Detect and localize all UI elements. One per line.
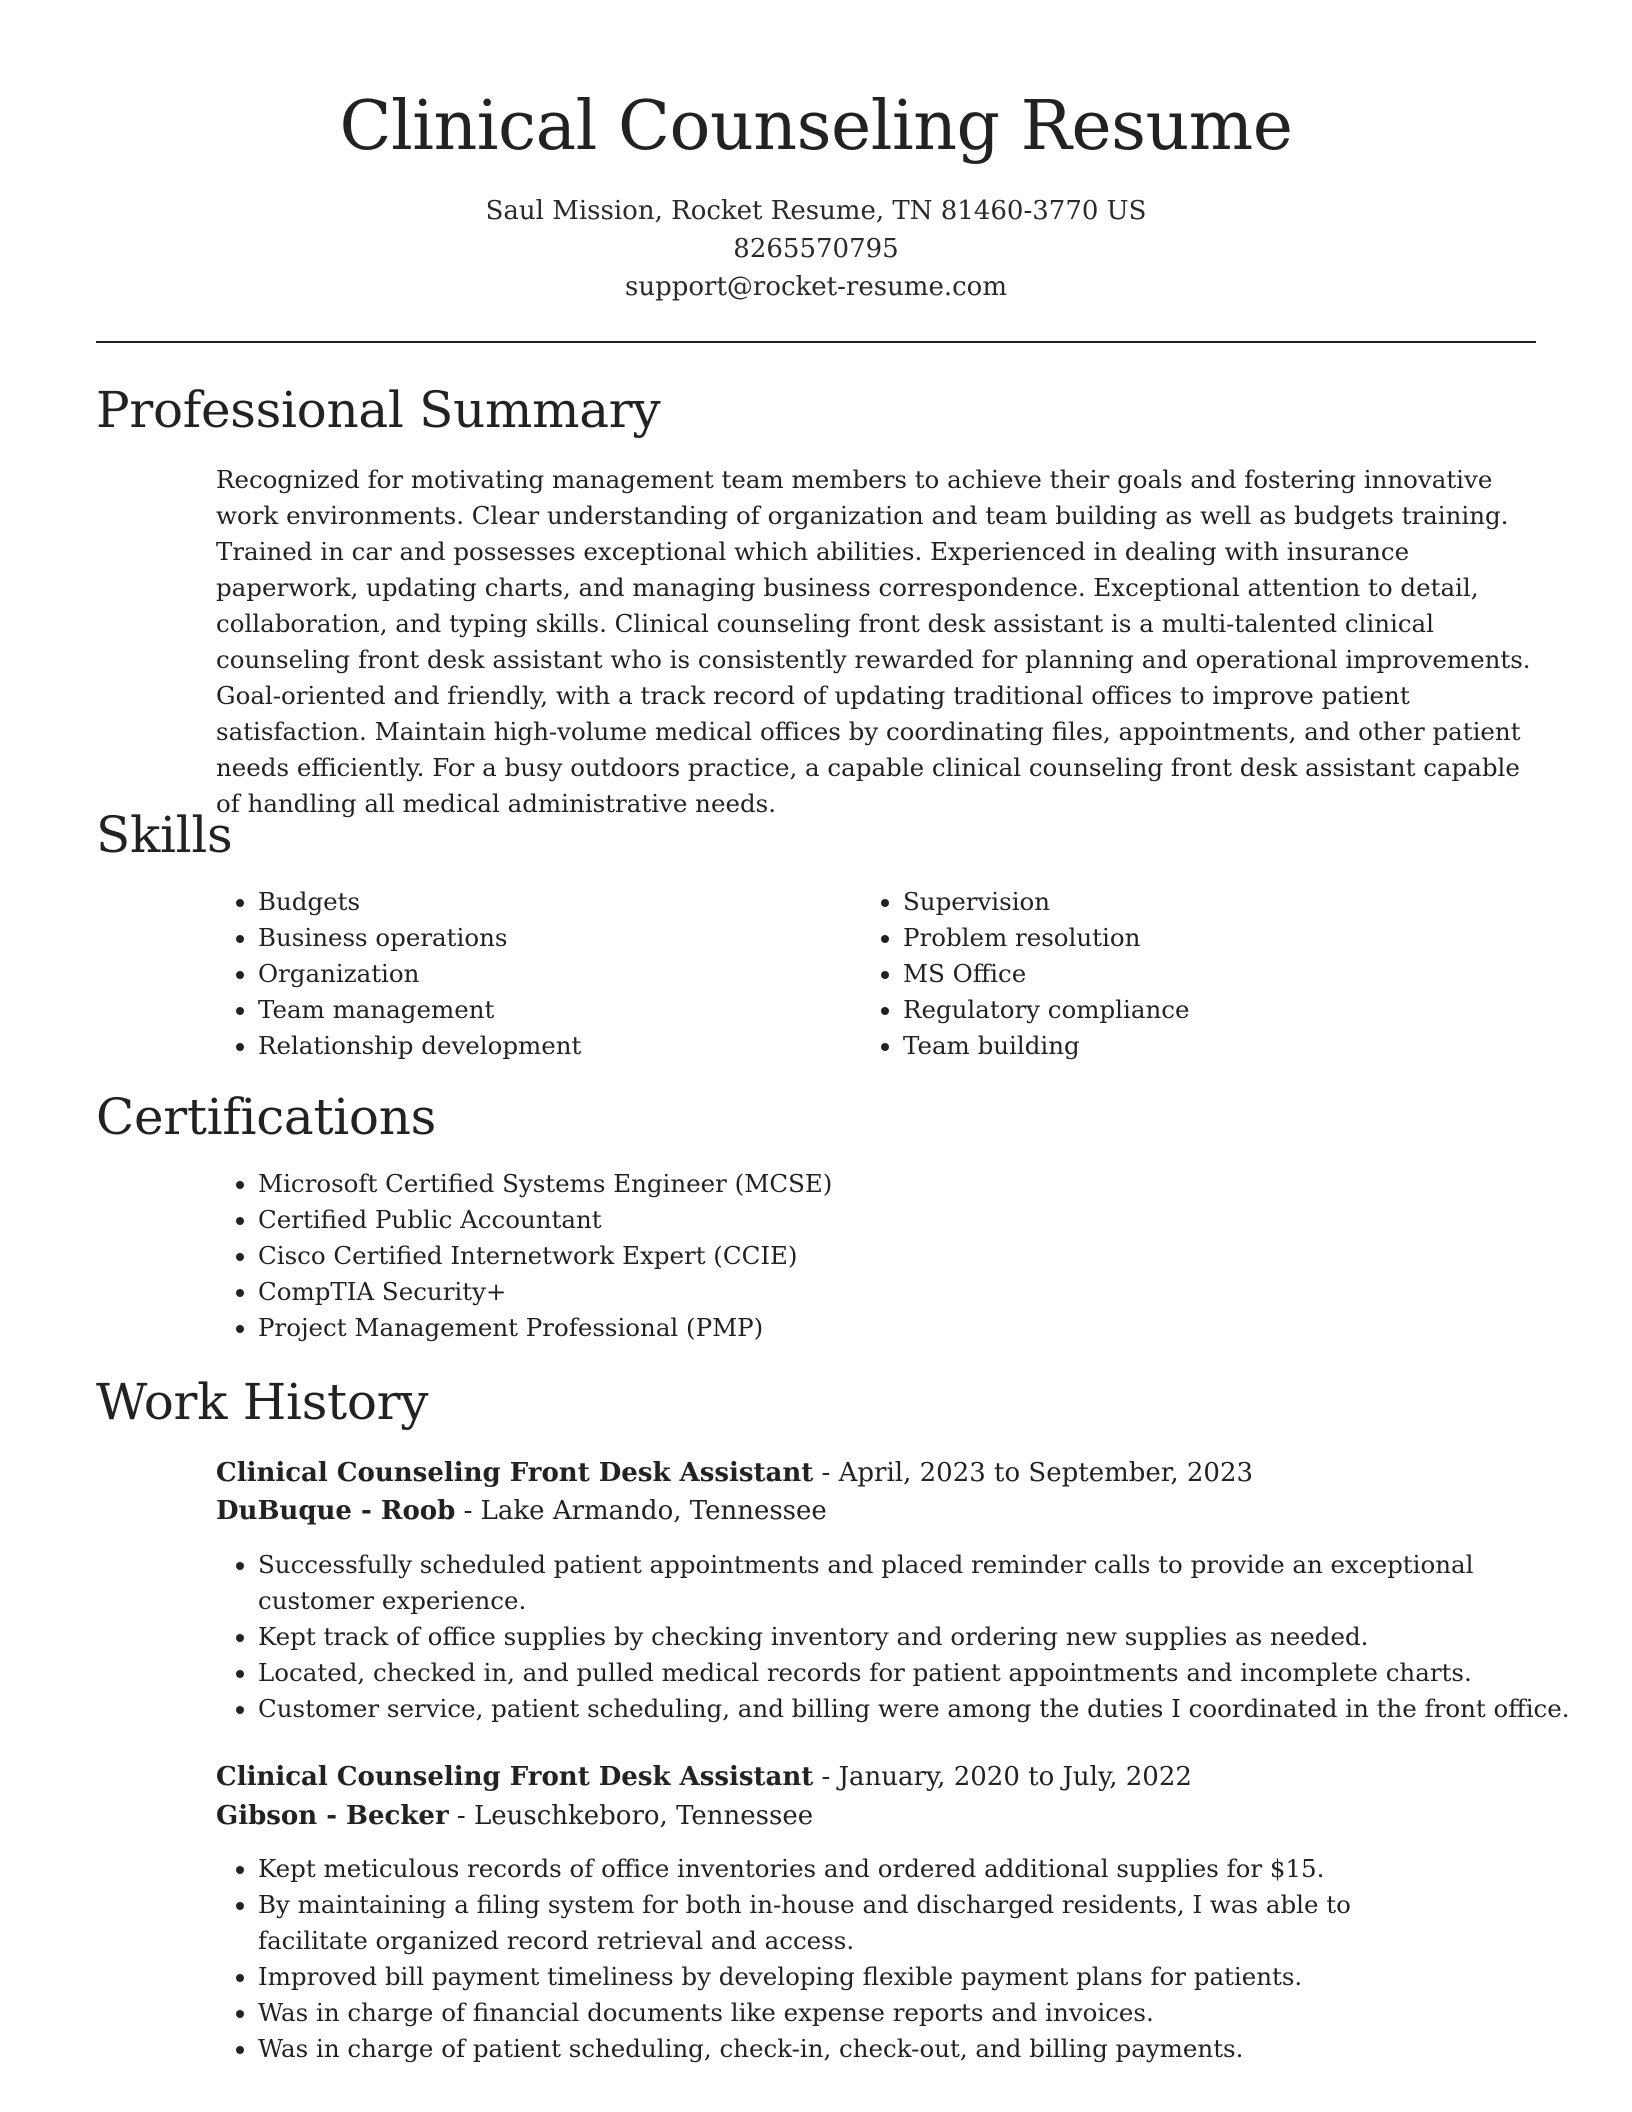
contact-email: support@rocket-resume.com [624,272,1007,302]
list-item: • CompTIA Security+ [258,1274,1558,1310]
job-dates: - January, 2020 to July, 2022 [813,1762,1192,1792]
list-item: • Successfully scheduled patient appointments and placed reminder calls to provide an exceptional customer experience. [258,1547,1580,1619]
list-item: • Budgets [258,884,838,920]
list-item: • MS Office [903,956,1543,992]
list-item: • Located, checked in, and pulled medical records for patient appointments and incomplete charts. [258,1655,1580,1691]
list-item: • Was in charge of patient scheduling, check-in, check-out, and billing payments. [258,2031,1458,2067]
list-item: • Regulatory compliance [903,992,1543,1028]
job-location: - Lake Armando, Tennessee [455,1496,827,1526]
contact-address: Saul Mission, Rocket Resume, TN 81460-3770 US [485,196,1147,226]
list-item: • Project Management Professional (PMP) [258,1310,1558,1346]
resume-header [96,84,1536,306]
certifications-list [214,1166,1558,1346]
list-item: • Organization [258,956,838,992]
summary-text: Recognized for motivating management team members to achieve their goals and fostering innovative work environments. Clear understanding of organization and team building as well as budgets training. Trained in car and possesses exceptional which abilities. Experienced in dealing with insurance paperwork, updating charts, and managing business correspondence. Exceptional attention to detail, collaboration, and typing skills. Clinical counseling front desk assistant is a multi-talented clinical counseling front desk assistant who is consistently rewarded for planning and operational improvements. Goal-oriented and friendly, with a track record of updating traditional offices to improve patient satisfaction. Maintain high-volume medical offices by coordinating files, appointments, and other patient needs efficiently. For a busy outdoors practice, a capable clinical counseling front desk assistant capable of handling all medical administrative needs. [216,465,1531,818]
skills-list-left [214,884,838,1064]
list-item: • Relationship development [258,1028,838,1064]
list-item: • Business operations [258,920,838,956]
job-company: DuBuque - Roob [216,1496,456,1526]
list-item: • Team building [903,1028,1543,1064]
certifications-heading: Certifications [96,1088,436,1146]
job-bullets [214,1851,1458,2067]
list-item: • Kept meticulous records of office inventories and ordered additional supplies for $15. [258,1851,1458,1887]
job-bullets [214,1547,1580,1727]
job-company-line [216,1492,827,1530]
summary-heading: Professional Summary [96,381,661,439]
list-item: • Certified Public Accountant [258,1202,1558,1238]
list-item: • Microsoft Certified Systems Engineer (MCSE) [258,1166,1558,1202]
list-item: • Kept track of office supplies by checking inventory and ordering new supplies as needed. [258,1619,1580,1655]
list-item: • Team management [258,992,838,1028]
resume-title: Clinical Counseling Resume [339,87,1293,166]
work-history-heading: Work History [96,1373,429,1431]
job-title: Clinical Counseling Front Desk Assistant [216,1458,814,1488]
list-item: • Supervision [903,884,1543,920]
job-title: Clinical Counseling Front Desk Assistant [216,1762,814,1792]
job-dates: - April, 2023 to September, 2023 [813,1458,1254,1488]
job-location: - Leuschkeboro, Tennessee [448,1801,814,1831]
header-divider [96,341,1536,343]
skills-list-right [859,884,1543,1064]
contact-phone: 8265570795 [733,234,899,264]
skills-heading: Skills [96,806,233,864]
list-item: • Customer service, patient scheduling, and billing were among the duties I coordinated in the front office. [258,1691,1580,1727]
list-item: • Problem resolution [903,920,1543,956]
list-item: • Improved bill payment timeliness by developing flexible payment plans for patients. [258,1959,1458,1995]
job-title-line [216,1758,1192,1796]
list-item: • Cisco Certified Internetwork Expert (CCIE) [258,1238,1558,1274]
job-company: Gibson - Becker [216,1801,449,1831]
list-item: • By maintaining a filing system for both in-house and discharged residents, I was able to facilitate organized record retrieval and access. [258,1887,1458,1959]
job-title-line [216,1454,1253,1492]
job-company-line [216,1797,813,1835]
list-item: • Was in charge of financial documents like expense reports and invoices. [258,1995,1458,2031]
